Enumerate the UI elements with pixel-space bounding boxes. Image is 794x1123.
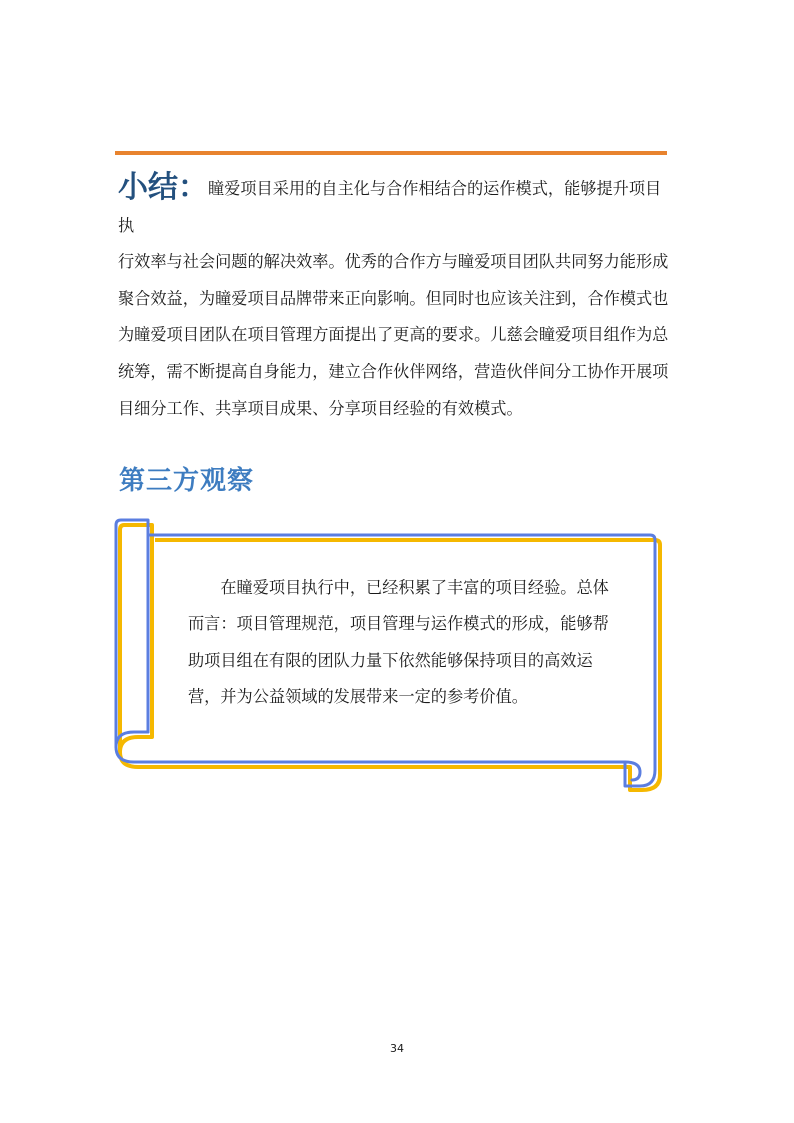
- observation-text: 在瞳爱项目执行中，已经积累了丰富的项目经验。总体 而言：项目管理规范，项目管理与运作模式的形成，能够帮 助项目组在有限的团队力量下依然能够保持项目的高效运 营，并为公益领域的发展带来一定的参考价值。: [188, 578, 609, 707]
- summary-text: 瞳爱项目采用的自主化与合作相结合的运作模式，能够提升项目执 行效率与社会问题的解决效率。优秀的合作方与瞳爱项目团队共同努力能形成 聚合效益，为瞳爱项目品牌带来正向影响。但同时也应该关注到，合作模式也 为瞳爱项目团队在项目管理方面提出了更高的要求。儿慈会瞳爱项目组作为总 统筹，需不断提高自身能力，建立合作伙伴网络，营造伙伴间分工协作开展项 目细分工作、共享项目成果、分享项目经验的有效模式。: [118, 179, 669, 418]
- page-number: 34: [390, 1042, 404, 1055]
- summary-label: 小结：: [118, 170, 208, 205]
- section-title: 第三方观察: [119, 466, 255, 496]
